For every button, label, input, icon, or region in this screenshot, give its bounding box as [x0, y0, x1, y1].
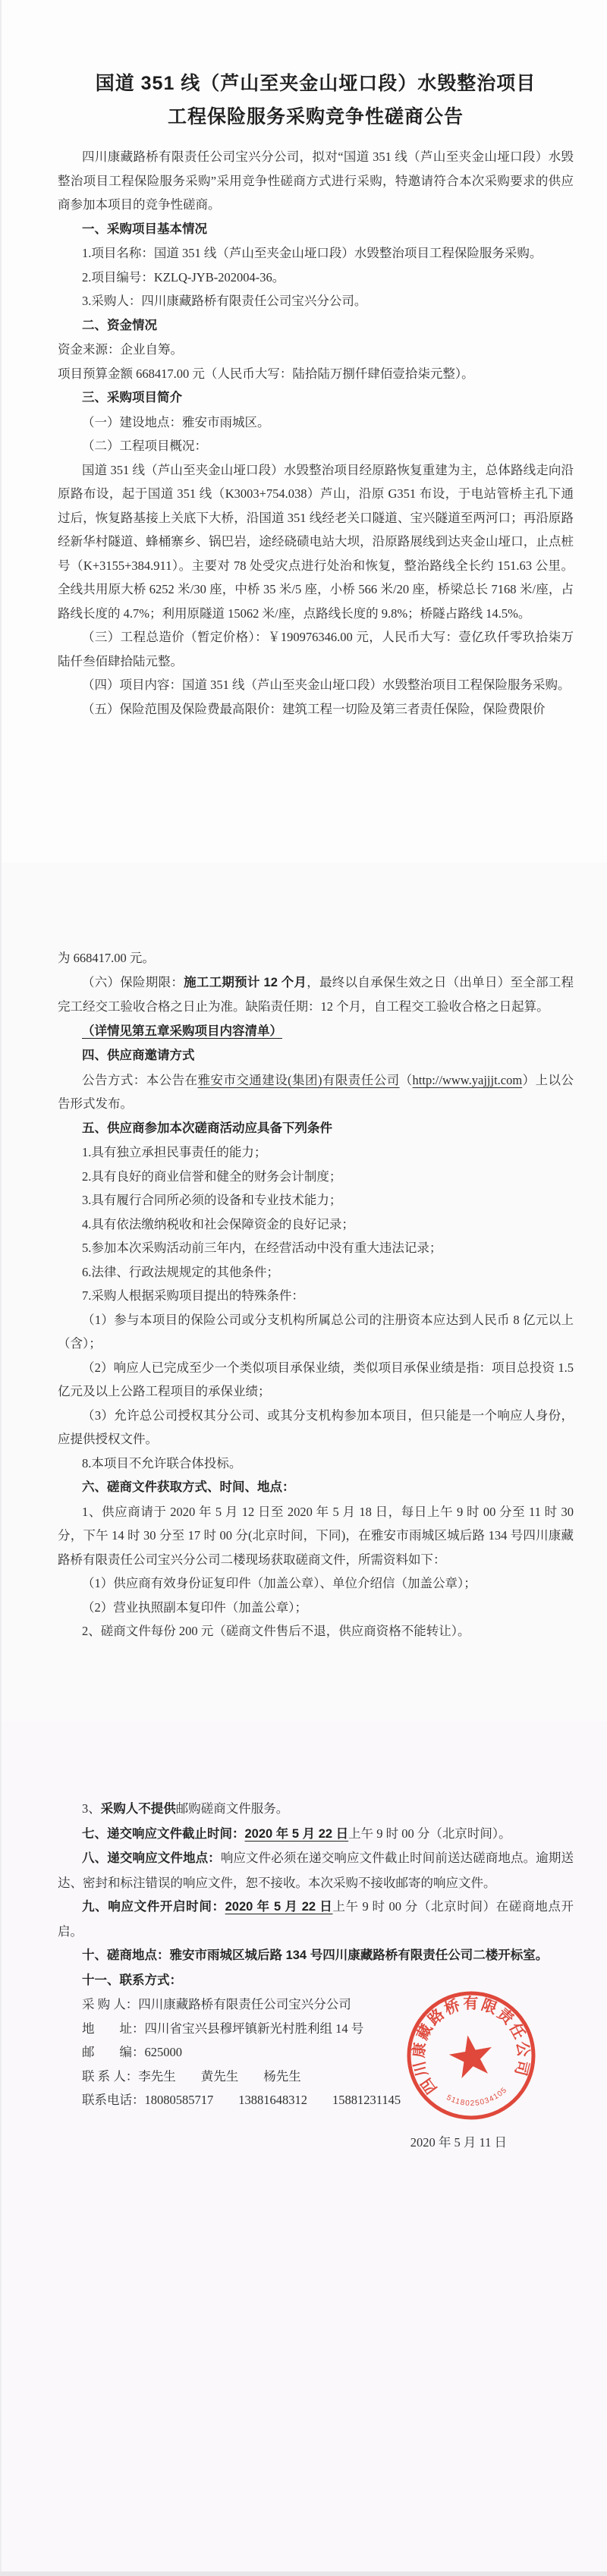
paragraph [58, 434, 574, 458]
text-run: 国道 351 线（芦山至夹金山垭口段）水毁整治项目 [95, 73, 536, 94]
section-heading [58, 385, 574, 410]
text-run: 1.具有独立承担民事责任的能力； [82, 1145, 267, 1159]
text-run: 项目预算金额 668417.00 元（人民币大写：陆拾陆万捌仟肆佰壹拾柒元整）。 [58, 366, 474, 381]
text-run: （ [399, 1072, 413, 1087]
text-run: （2）营业执照副本复印件（加盖公章）； [82, 1599, 307, 1615]
page-3 [0, 1721, 607, 2576]
paragraph [58, 1619, 574, 1643]
text-run: 为 668417.00 元。 [58, 951, 155, 965]
text-run: 响应文件必须在递交响应文件截止时间前送达磋商地点。逾期送达、密封和标注错误的响应文件，恕不接收。本次采购不接收邮寄的响应文件。 [58, 1851, 574, 1890]
section-heading [58, 1846, 574, 1895]
underlined-text: （详情见第五章采购项目内容清单） [82, 1024, 282, 1038]
paragraph [58, 1165, 574, 1189]
text-run: 1、供应商请于 2020 年 5 月 12 日至 2020 年 5 月 18 日，每日上午 9 时 00 分至 11 时 30 分，下午 14 时 30 分至 17 时 00 分(北京时间，下同)，在雅安市雨城区城后路 134 号四川康藏路桥有限责任公司宝兴分公司二楼现场获取磋商文件，所需资料如下： [58, 1504, 574, 1567]
text-run: （一）建设地点：雅安市雨城区。 [82, 414, 270, 429]
contact-line [58, 2088, 574, 2112]
text-run: 2.项目编号：KZLQ-JYB-202004-36。 [82, 269, 285, 285]
contact-line [58, 2017, 574, 2041]
paragraph [58, 625, 574, 673]
text-run: 上午 9 时 00 分（北京时间）。 [348, 1826, 511, 1841]
paragraph [58, 1068, 574, 1116]
text-run: （1）参与本项目的保险公司或分支机构所属总公司的注册资本应达到人民币 8 亿元以上 （含）； [58, 1312, 574, 1351]
paragraph [58, 362, 574, 386]
paragraph [58, 673, 574, 697]
text-run: （三）工程总造价（暂定价格）：￥190976346.00 元，人民币大写：壹亿玖仟零玖拾柒万陆仟叁佰肆拾陆元整。 [58, 630, 574, 668]
paragraph [58, 970, 574, 1019]
emphasis-text: 一、采购项目基本情况 [82, 222, 207, 236]
paragraph [58, 338, 574, 362]
paragraph [58, 1260, 574, 1285]
paragraph [58, 1284, 574, 1308]
text-run: 2.具有良好的商业信誉和健全的财务会计制度； [82, 1168, 342, 1184]
section-heading [58, 1116, 574, 1141]
paragraph [58, 1019, 574, 1044]
emphasis-text: 十、磋商地点：雅安市雨城区城后路 134 号四川康藏路桥有限责任公司二楼开标室。 [82, 1949, 549, 1962]
paragraph [58, 241, 574, 266]
text-run: ，最终以自承保生效之日（出单日）至全部工程完工经交工验收合格之日止为准。缺陷责任期：12 个月，自工程交工验收合格之日起算。 [58, 974, 574, 1014]
contact-line [58, 2065, 574, 2089]
text-run: 3.采购人：四川康藏路桥有限责任公司宝兴分公司。 [82, 294, 367, 308]
paragraph [58, 1797, 574, 1822]
underlined-text: 2020 年 5 月 22 日 [225, 1900, 333, 1914]
emphasis-text: 八、递交响应文件地点： [82, 1851, 221, 1865]
page-3-content [0, 1721, 607, 2154]
page-2 [0, 863, 607, 1721]
paragraph [58, 410, 574, 435]
scan-edge-artifact [0, 2571, 607, 2576]
seal-company-name: 四川康藏路桥有限责任公司 [410, 1995, 532, 2097]
text-run: 邮 编：625000 [82, 2045, 182, 2059]
paragraph [58, 697, 574, 722]
text-run: ）上以公告形式发布。 [58, 1072, 574, 1111]
text-run: 4.具有依法缴纳税收和社会保障资金的良好记录； [82, 1216, 354, 1231]
contact-line [58, 2040, 574, 2065]
emphasis-text: 五、供应商参加本次磋商活动应具备下列条件 [82, 1121, 332, 1135]
doc-title-line [58, 67, 574, 100]
text-run: 国道 351 线（芦山至夹金山垭口段）水毁整治项目经原路恢复重建为主，总体路线走向沿原路布设，起于国道 351 线（K3003+754.038）芦山，沿原 G351 布设，于电站管桥主孔下通过后，恢复路基接上关底下大桥，沿国道 351 线经老关口隧道、宝兴隧道至两河口；再沿原路经新华村隧道、蜂桶寨乡、锅巴岩，途经硗碛电站大坝，沿原路展线到达夹金山垭口，止点桩号（K+3155+384.911）。主要对 78 处受灾点进行处治和恢复，整治路线全长约 151.63 公里。全线共用原大桥 6252 米/30 座，中桥 35 米/5 座，小桥 566 米/20 座，桥梁总长 7168 米/座，占路线长度的 4.7%；利用原隧道 15062 米/座，点路线长度的 9.8%；桥隧占路线 14.5%。 [58, 462, 574, 621]
emphasis-text: 九、响应文件开启时间： [82, 1900, 225, 1914]
text-run: 采 购 人：四川康藏路桥有限责任公司宝兴分公司 [82, 1997, 351, 2011]
text-run: （四）项目内容：国道 351 线（芦山至夹金山垭口段）水毁整治项目工程保险服务采购。 [82, 678, 571, 692]
text-run: 工程保险服务采购竞争性磋商公告 [167, 106, 464, 127]
text-run: （二）工程项目概况： [82, 439, 207, 453]
paragraph [58, 458, 574, 626]
paragraph [58, 1452, 574, 1476]
paragraph [58, 1213, 574, 1237]
text-run: 2、磋商文件每份 200 元（磋商文件售后不退，供应商资格不能转让）。 [82, 1624, 470, 1638]
text-run: 5.参加本次采购活动前三年内，在经营活动中没有重大违法记录； [82, 1241, 442, 1255]
seal-number: 5118025034105 [445, 2085, 510, 2109]
paragraph [58, 1236, 574, 1260]
text-run: （3）允许总公司授权其分公司、或其分支机构参加本项目，但只能是一个响应人身份，应提供授权文件。 [58, 1408, 574, 1446]
text-run: 7.采购人根据采购项目提出的特殊条件： [82, 1288, 304, 1303]
text-run: 邮购磋商文件服务。 [175, 1801, 289, 1816]
paragraph [58, 1308, 574, 1356]
section-heading [58, 313, 574, 338]
text-run: （五）保险范围及保险费最高限价：建筑工程一切险及第三者责任保险，保险费限价 [82, 701, 546, 716]
contact-line [58, 1993, 574, 2017]
underlined-text: 雅安市交通建设(集团)有限责任公司 [197, 1072, 400, 1087]
section-heading [58, 1043, 574, 1068]
paragraph [58, 289, 574, 313]
section-heading [58, 1943, 574, 1968]
paragraph [58, 1404, 574, 1452]
text-run: 联 系 人：李先生 黄先生 杨先生 [82, 2068, 301, 2084]
paragraph [58, 1356, 574, 1404]
text-run: 资金来源：企业自筹。 [58, 342, 183, 357]
text-run: 公告方式：本公告在 [82, 1072, 198, 1087]
page-1 [0, 0, 607, 863]
paragraph [58, 1188, 574, 1213]
text-run: 联系电话：18080585717 13881648312 15881231145 [82, 2093, 401, 2107]
paragraph [58, 1596, 574, 1620]
section-heading [58, 1475, 574, 1500]
paragraph [58, 266, 574, 290]
text-run: 3、 [82, 1801, 101, 1816]
section-heading [58, 1895, 574, 1943]
emphasis-text: 二、资金情况 [82, 318, 157, 332]
paragraph [58, 1140, 574, 1165]
text-run: 地 址：四川省宝兴县穆坪镇新光村胜利组 14 号 [82, 2021, 364, 2036]
section-heading [58, 1822, 574, 1847]
section-heading [58, 217, 574, 242]
text-run: 8.本项目不允许联合体投标。 [82, 1455, 242, 1470]
paragraph [58, 1500, 574, 1572]
text-run: 上午 9 时 00 分（北京时间）在磋商地点开启。 [58, 1899, 574, 1939]
underlined-text: http://www.yajjjt.com [412, 1072, 523, 1087]
page-2-content [0, 863, 607, 1643]
page-1-content [0, 0, 607, 721]
text-run: 2020 年 5 月 11 日 [410, 2134, 507, 2150]
emphasis-text: 四、供应商邀请方式 [82, 1049, 195, 1062]
date-line [58, 2131, 574, 2155]
underlined-text: 2020 年 5 月 22 日 [244, 1826, 349, 1841]
text-run: （1）供应商有效身份证复印件（加盖公章）、单位介绍信（加盖公章）； [82, 1576, 476, 1590]
emphasis-text: 七、递交响应文件截止时间： [82, 1826, 245, 1841]
intro-paragraph [58, 145, 574, 217]
emphasis-text: 采购人不提供 [100, 1802, 176, 1816]
emphasis-text: 施工工期预计 12 个月 [184, 975, 307, 989]
scan-edge-artifact [0, 0, 2, 2576]
text-run: 四川康藏路桥有限责任公司宝兴分公司，拟对“国道 351 线（芦山至夹金山垭口段）水毁整治项目工程保险服务采购”采用竞争性磋商方式进行采购，特邀请符合本次采购要求的供应商参加本项目的竞争性磋商。 [58, 149, 574, 212]
doc-title-line [58, 100, 574, 134]
text-run: （六）保险期限： [82, 974, 184, 989]
emphasis-text: 三、采购项目简介 [82, 391, 182, 404]
text-run: （2）响应人已完成至少一个类似项目承保业绩，类似项目承保业绩是指：项目总投资 1.5 亿元及以上公路工程项目的承保业绩； [58, 1360, 574, 1398]
emphasis-text: 六、磋商文件获取方式、时间、地点： [82, 1480, 295, 1494]
section-heading [58, 1968, 574, 1993]
paragraph [58, 1571, 574, 1596]
text-run: 3.具有履行合同所必须的设备和专业技术能力； [82, 1193, 342, 1207]
text-run: 1.项目名称：国道 351 线（芦山至夹金山垭口段）水毁整治项目工程保险服务采购。 [82, 246, 543, 260]
text-run: 6.法律、行政法规规定的其他条件； [82, 1264, 279, 1279]
paragraph [58, 946, 574, 970]
emphasis-text: 十一、联系方式： [82, 1973, 182, 1987]
